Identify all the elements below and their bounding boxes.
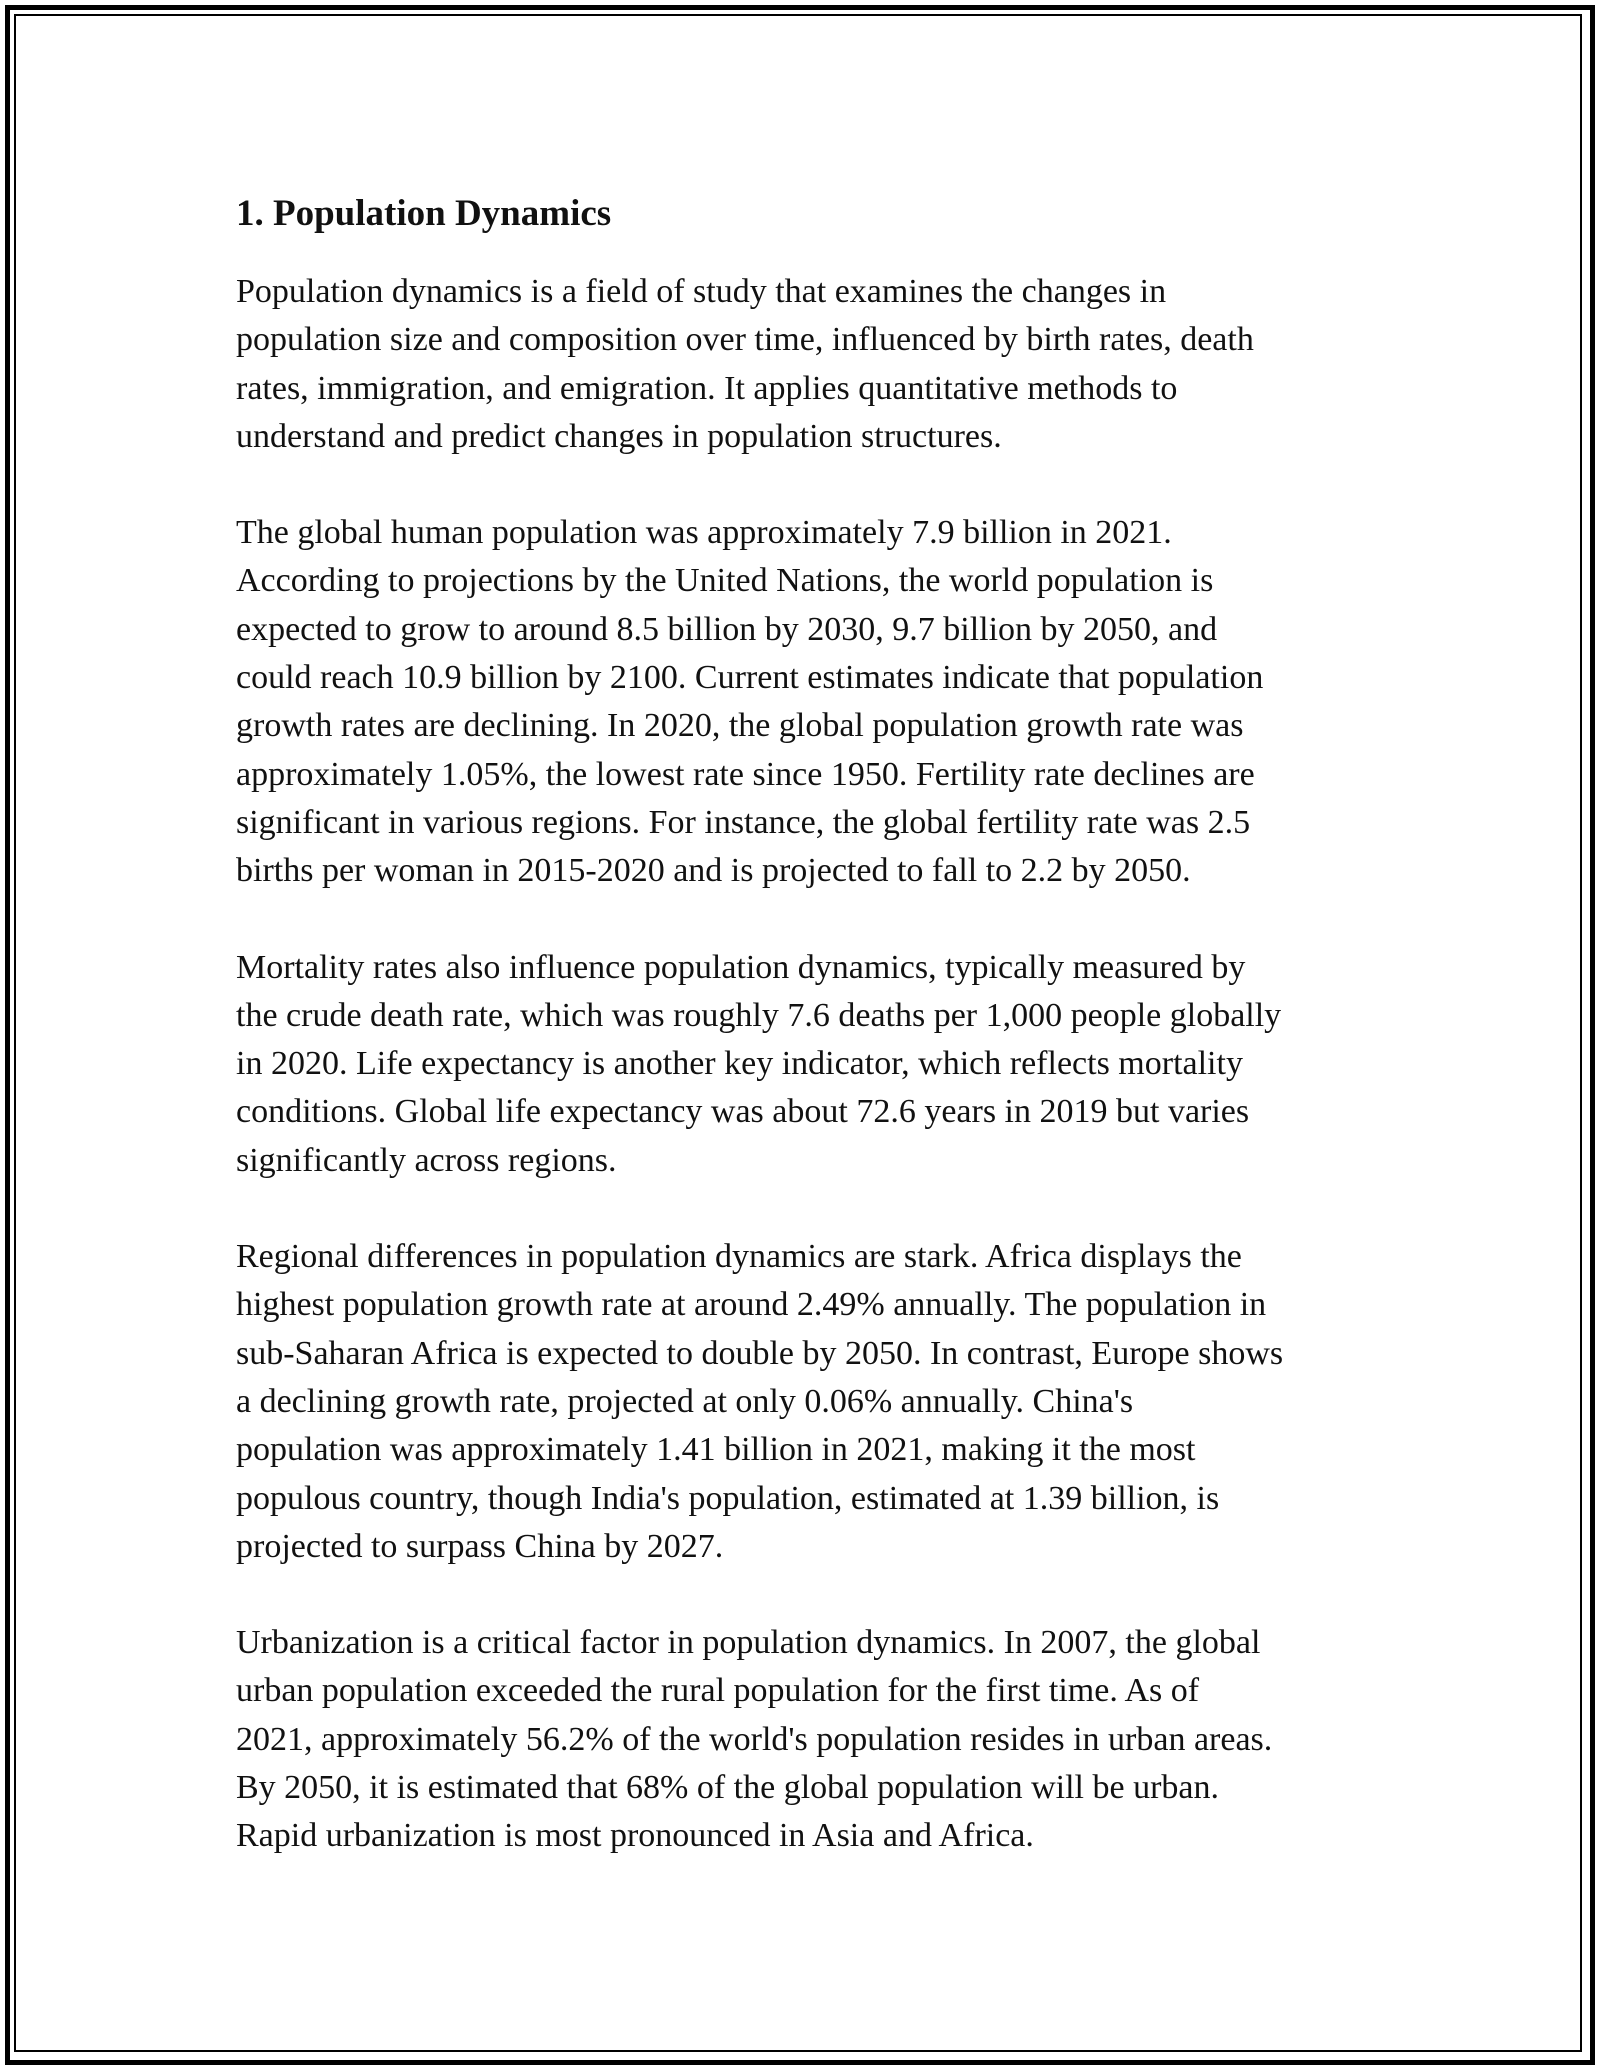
section-title: 1. Population Dynamics [236, 193, 612, 234]
paragraph-urbanization: Urbanization is a critical factor in population dynamics. In 2007, the global urban population exceeded the rural population for the first time. As of 2021, approximately 56.2% of the world's population resides in urban areas. By 2050, it is estimated that 68% of the global population will be urban. Rapid urbanization is most pronounced in Asia and Africa. [236, 1624, 1273, 1855]
paragraph-global-population: The global human population was approximately 7.9 billion in 2021. According to projections by the United Nations, the world population is expected to grow to around 8.5 billion by 2030, 9.7 billion by 2050, and could reach 10.9 billion by 2100. Current estimates indicate that population growth rates are declining. In 2020, the global population growth rate was approximately 1.05%, the lowest rate since 1950. Fertility rate declines are significant in various regions. For instance, the global fertility rate was 2.5 births per woman in 2015-2020 and is projected to fall to 2.2 by 2050. [236, 514, 1264, 890]
paragraph-mortality: Mortality rates also influence population dynamics, typically measured by the crude death rate, which was roughly 7.6 deaths per 1,000 people globally in 2020. Life expectancy is another key indicator, which reflects mortality conditions. Global life expectancy was about 72.6 years in 2019 but varies significantly across regions. [236, 948, 1282, 1179]
paragraph-regional-differences: Regional differences in population dynamics are stark. Africa displays the highest population growth rate at around 2.49% annually. The population in sub-Saharan Africa is expected to double by 2050. In contrast, Europe shows a declining growth rate, projected at only 0.06% annually. China's population was approximately 1.41 billion in 2021, making it the most populous country, though India's population, estimated at 1.39 billion, is projected to surpass China by 2027. [236, 1238, 1284, 1565]
document-body [236, 186, 1376, 1909]
paragraph-intro: Population dynamics is a field of study that examines the changes in population size and composition over time, influenced by birth rates, death rates, immigration, and emigration. It applies quantitative methods to understand and predict changes in population structures. [236, 273, 1254, 455]
